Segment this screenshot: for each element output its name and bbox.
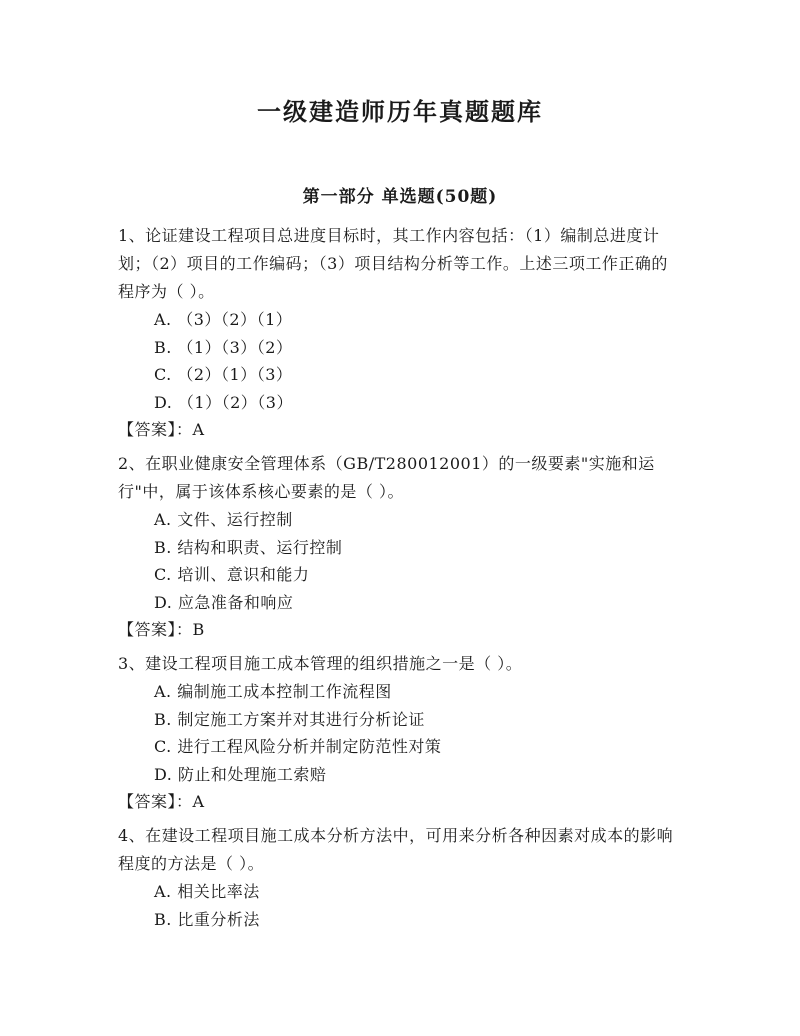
question-stem: 2、在职业健康安全管理体系（GB/T280012001）的一级要素"实施和运行"中，属于该体系核心要素的是（ ）。 (118, 454, 655, 501)
question-1 (118, 222, 684, 444)
option-d: D. 防止和处理施工索赔 (154, 764, 327, 784)
answer-line: 【答案】：A (118, 420, 205, 439)
option-b: B. 比重分析法 (154, 909, 260, 929)
question-stem: 3、建设工程项目施工成本管理的组织措施之一是（ ）。 (118, 654, 523, 673)
option-a: A. 相关比率法 (154, 882, 260, 901)
question-list (118, 222, 684, 939)
option-c: C. 培训、意识和能力 (154, 565, 310, 584)
question-stem: 1、论证建设工程项目总进度目标时，其工作内容包括：（1）编制总进度计划；（2）项目的工作编码；（3）项目结构分析等工作。上述三项工作正确的程序为（ ）。 (118, 226, 668, 301)
question-stem: 4、在建设工程项目施工成本分析方法中，可用来分析各种因素对成本的影响程度的方法是（ ）。 (118, 826, 674, 873)
option-b: B. 制定施工方案并对其进行分析论证 (154, 709, 425, 729)
question-2 (118, 450, 684, 644)
option-d: D. （1）（2）（3） (154, 392, 293, 412)
page-title: 一级建造师历年真题题库 (257, 97, 543, 126)
answer-line: 【答案】：B (118, 620, 205, 639)
option-a: A. （3）（2）（1） (154, 310, 293, 329)
option-a: A. 编制施工成本控制工作流程图 (154, 682, 392, 701)
option-d: D. 应急准备和响应 (154, 592, 294, 612)
question-3 (118, 650, 684, 816)
option-b: B. （1）（3）（2） (154, 337, 293, 357)
section-title: 第一部分 单选题(50题) (302, 187, 498, 207)
question-4 (118, 822, 684, 933)
option-a: A. 文件、运行控制 (154, 510, 293, 529)
option-c: C. （2）（1）（3） (154, 365, 293, 384)
option-b: B. 结构和职责、运行控制 (154, 537, 343, 557)
option-c: C. 进行工程风险分析并制定防范性对策 (154, 737, 442, 756)
answer-line: 【答案】：A (118, 792, 205, 811)
